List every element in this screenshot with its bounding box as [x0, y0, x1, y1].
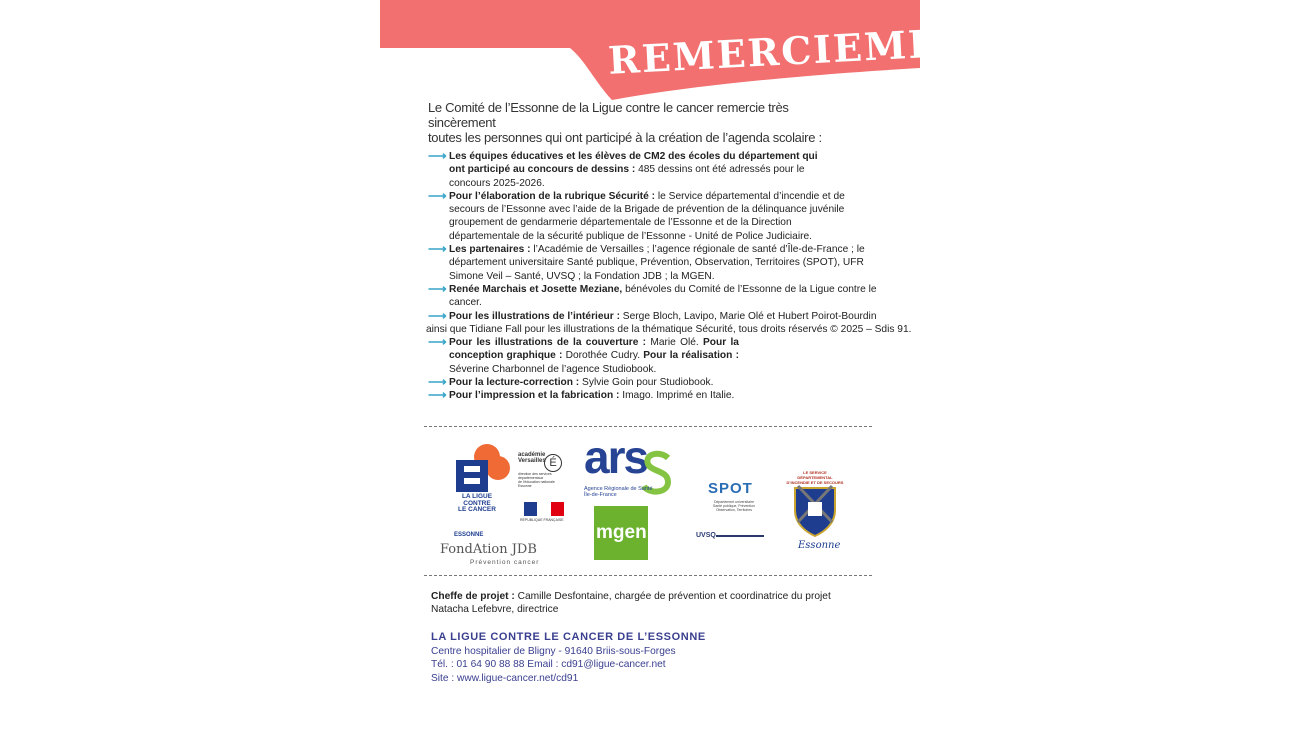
sdis-shield-icon: [790, 482, 840, 538]
divider: [424, 426, 872, 427]
header-banner: [380, 0, 1037, 100]
spot-sub-1: Département universitaire: [713, 500, 755, 504]
list-item: ⟶ Pour les illustrations de la couverture : Marie Olé. Pour la conception graphique : Dorothée Cudry. Pour la réalisation : Séverine Charbonnel de l’agence Studiobook.: [428, 334, 739, 375]
spot-sub-2: Santé publique, Prévention: [712, 504, 756, 508]
ligue-text-3: LE CANCER: [458, 506, 496, 513]
project-text: Camille Desfontaine, chargée de prévention et coordinatrice du projet: [514, 591, 831, 602]
republique-text: RÉPUBLIQUE FRANÇAISE: [520, 518, 564, 522]
ligue-text-2: CONTRE: [463, 499, 491, 507]
list-item: ⟶ Renée Marchais et Josette Meziane, bénévoles du Comité de l’Essonne de la Ligue contre le cancer.: [428, 280, 877, 309]
partner-logos: [424, 432, 872, 572]
page-title: REMERCIEMENTS: [607, 15, 1037, 83]
list-item: ⟶ Les équipes éducatives et les élèves de CM2 des écoles du département qui ont participé au concours de dessins : 485 dessins ont été adressés pour le concours 2025-2026.: [428, 148, 818, 189]
project-line-2: Natacha Lefebvre, directrice: [431, 604, 559, 616]
fondation-name: FondAtion JDB: [440, 542, 537, 557]
list-item: ⟶ Pour l’élaboration de la rubrique Sécurité : le Service départemental d’incendie et de secours de l’Essonne avec l’aide de la Brigade de prévention de la délinquance juvénile groupement de gendarmerie départementale de l’Essonne et de la Direction départementale de la sécurité publique de l’Essonne - Unité de Police Judiciaire.: [428, 187, 845, 242]
intro-line-1: Le Comité de l’Essonne de la Ligue contre le cancer remercie très sincèrement: [428, 100, 789, 130]
arrow-icon: ⟶: [428, 148, 447, 163]
arrow-icon: ⟶: [428, 241, 447, 257]
spot-logo: [694, 480, 774, 550]
page: [380, 0, 1037, 731]
ars-logo: [584, 431, 684, 500]
arrow-icon: ⟶: [428, 187, 447, 203]
contact-phone: Tél. : 01 64 90 88 88 Email : cd91@ligue-cancer.net: [431, 659, 666, 670]
sdis-essonne: Essonne: [798, 540, 841, 551]
ars-line-2: Île-de-France: [584, 492, 617, 498]
ligue-symbol-icon: [452, 444, 512, 494]
arrow-icon: ⟶: [428, 374, 447, 390]
list-item: ⟶ Pour la lecture-correction : Sylvie Goin pour Studiobook.: [428, 374, 714, 390]
uvsq-logo: UVSQ: [696, 532, 716, 539]
ars-line-1: Agence Régionale de Santé: [584, 486, 653, 492]
arrow-icon: ⟶: [428, 387, 447, 403]
mgen-name: mgen: [596, 522, 647, 543]
ars-name: ars: [584, 431, 648, 483]
spot-name: SPOT: [708, 480, 753, 497]
list-item: ⟶ Les partenaires : l’Académie de Versailles ; l’agence régionale de santé d’Île-de-France ; le département universitaire Santé publique, Prévention, Observation, Territoires (SPOT), UFR Simone Veil – Santé, UVSQ ; la Fondation JDB ; la MGEN.: [428, 241, 865, 282]
arrow-icon: ⟶: [428, 280, 447, 296]
academie-sub-4: Essonne: [518, 484, 532, 488]
academie-sub-2: départementaux: [518, 476, 544, 480]
ligue-text-1: LA LIGUE: [461, 493, 493, 500]
mgen-logo: [594, 506, 648, 560]
contact-address: Centre hospitalier de Bligny - 91640 Briis-sous-Forges: [431, 645, 676, 657]
contact-org: LA LIGUE CONTRE LE CANCER DE L’ESSONNE: [431, 631, 706, 643]
uvsq-line: [716, 535, 764, 537]
sdis-line-2: D’INCENDIE ET DE SECOURS: [786, 480, 844, 485]
academie-text-1: académie: [518, 452, 546, 458]
project-label: Cheffe de projet :: [431, 591, 515, 602]
list-item: ⟶ Pour l’impression et la fabrication : Imago. Imprimé en Italie.: [428, 387, 735, 403]
list-item-continuation: ainsi que Tidiane Fall pour les illustrations de la thématique Sécurité, tous droits réservés © 2025 – Sdis 91.: [426, 323, 912, 335]
ligue-logo: [446, 444, 516, 538]
intro-text: [428, 100, 858, 145]
academie-text-2: Versailles: [518, 458, 546, 464]
academie-e-icon: É: [544, 454, 562, 472]
french-flag-icon: [524, 502, 564, 516]
fondation-logo: [440, 542, 560, 572]
sdis-logo: [786, 470, 846, 560]
arrow-icon: ⟶: [428, 307, 447, 323]
academie-logo: [508, 452, 578, 532]
project-credits: [431, 590, 901, 617]
contact-site: Site : www.ligue-cancer.net/cd91: [431, 672, 579, 684]
spot-sub-3: Observation, Territoires: [715, 508, 753, 512]
contact-block: [431, 631, 901, 685]
sdis-line-1: LE SERVICE DÉPARTEMENTAL: [797, 470, 833, 480]
divider: [424, 575, 872, 576]
fondation-sub: Prévention cancer: [470, 559, 540, 566]
intro-line-2: toutes les personnes qui ont participé à la création de l’agenda scolaire :: [428, 130, 822, 145]
academie-sub-3: de l’éducation nationale: [518, 480, 555, 484]
arrow-icon: ⟶: [428, 334, 447, 350]
list-item: ⟶ Pour les illustrations de l’intérieur : Serge Bloch, Lavipo, Marie Olé et Hubert Poirot-Bourdin: [428, 307, 877, 323]
thanks-list: [428, 150, 973, 403]
ligue-subtitle: ESSONNE: [454, 532, 484, 538]
academie-sub-1: direction des services: [518, 472, 552, 476]
